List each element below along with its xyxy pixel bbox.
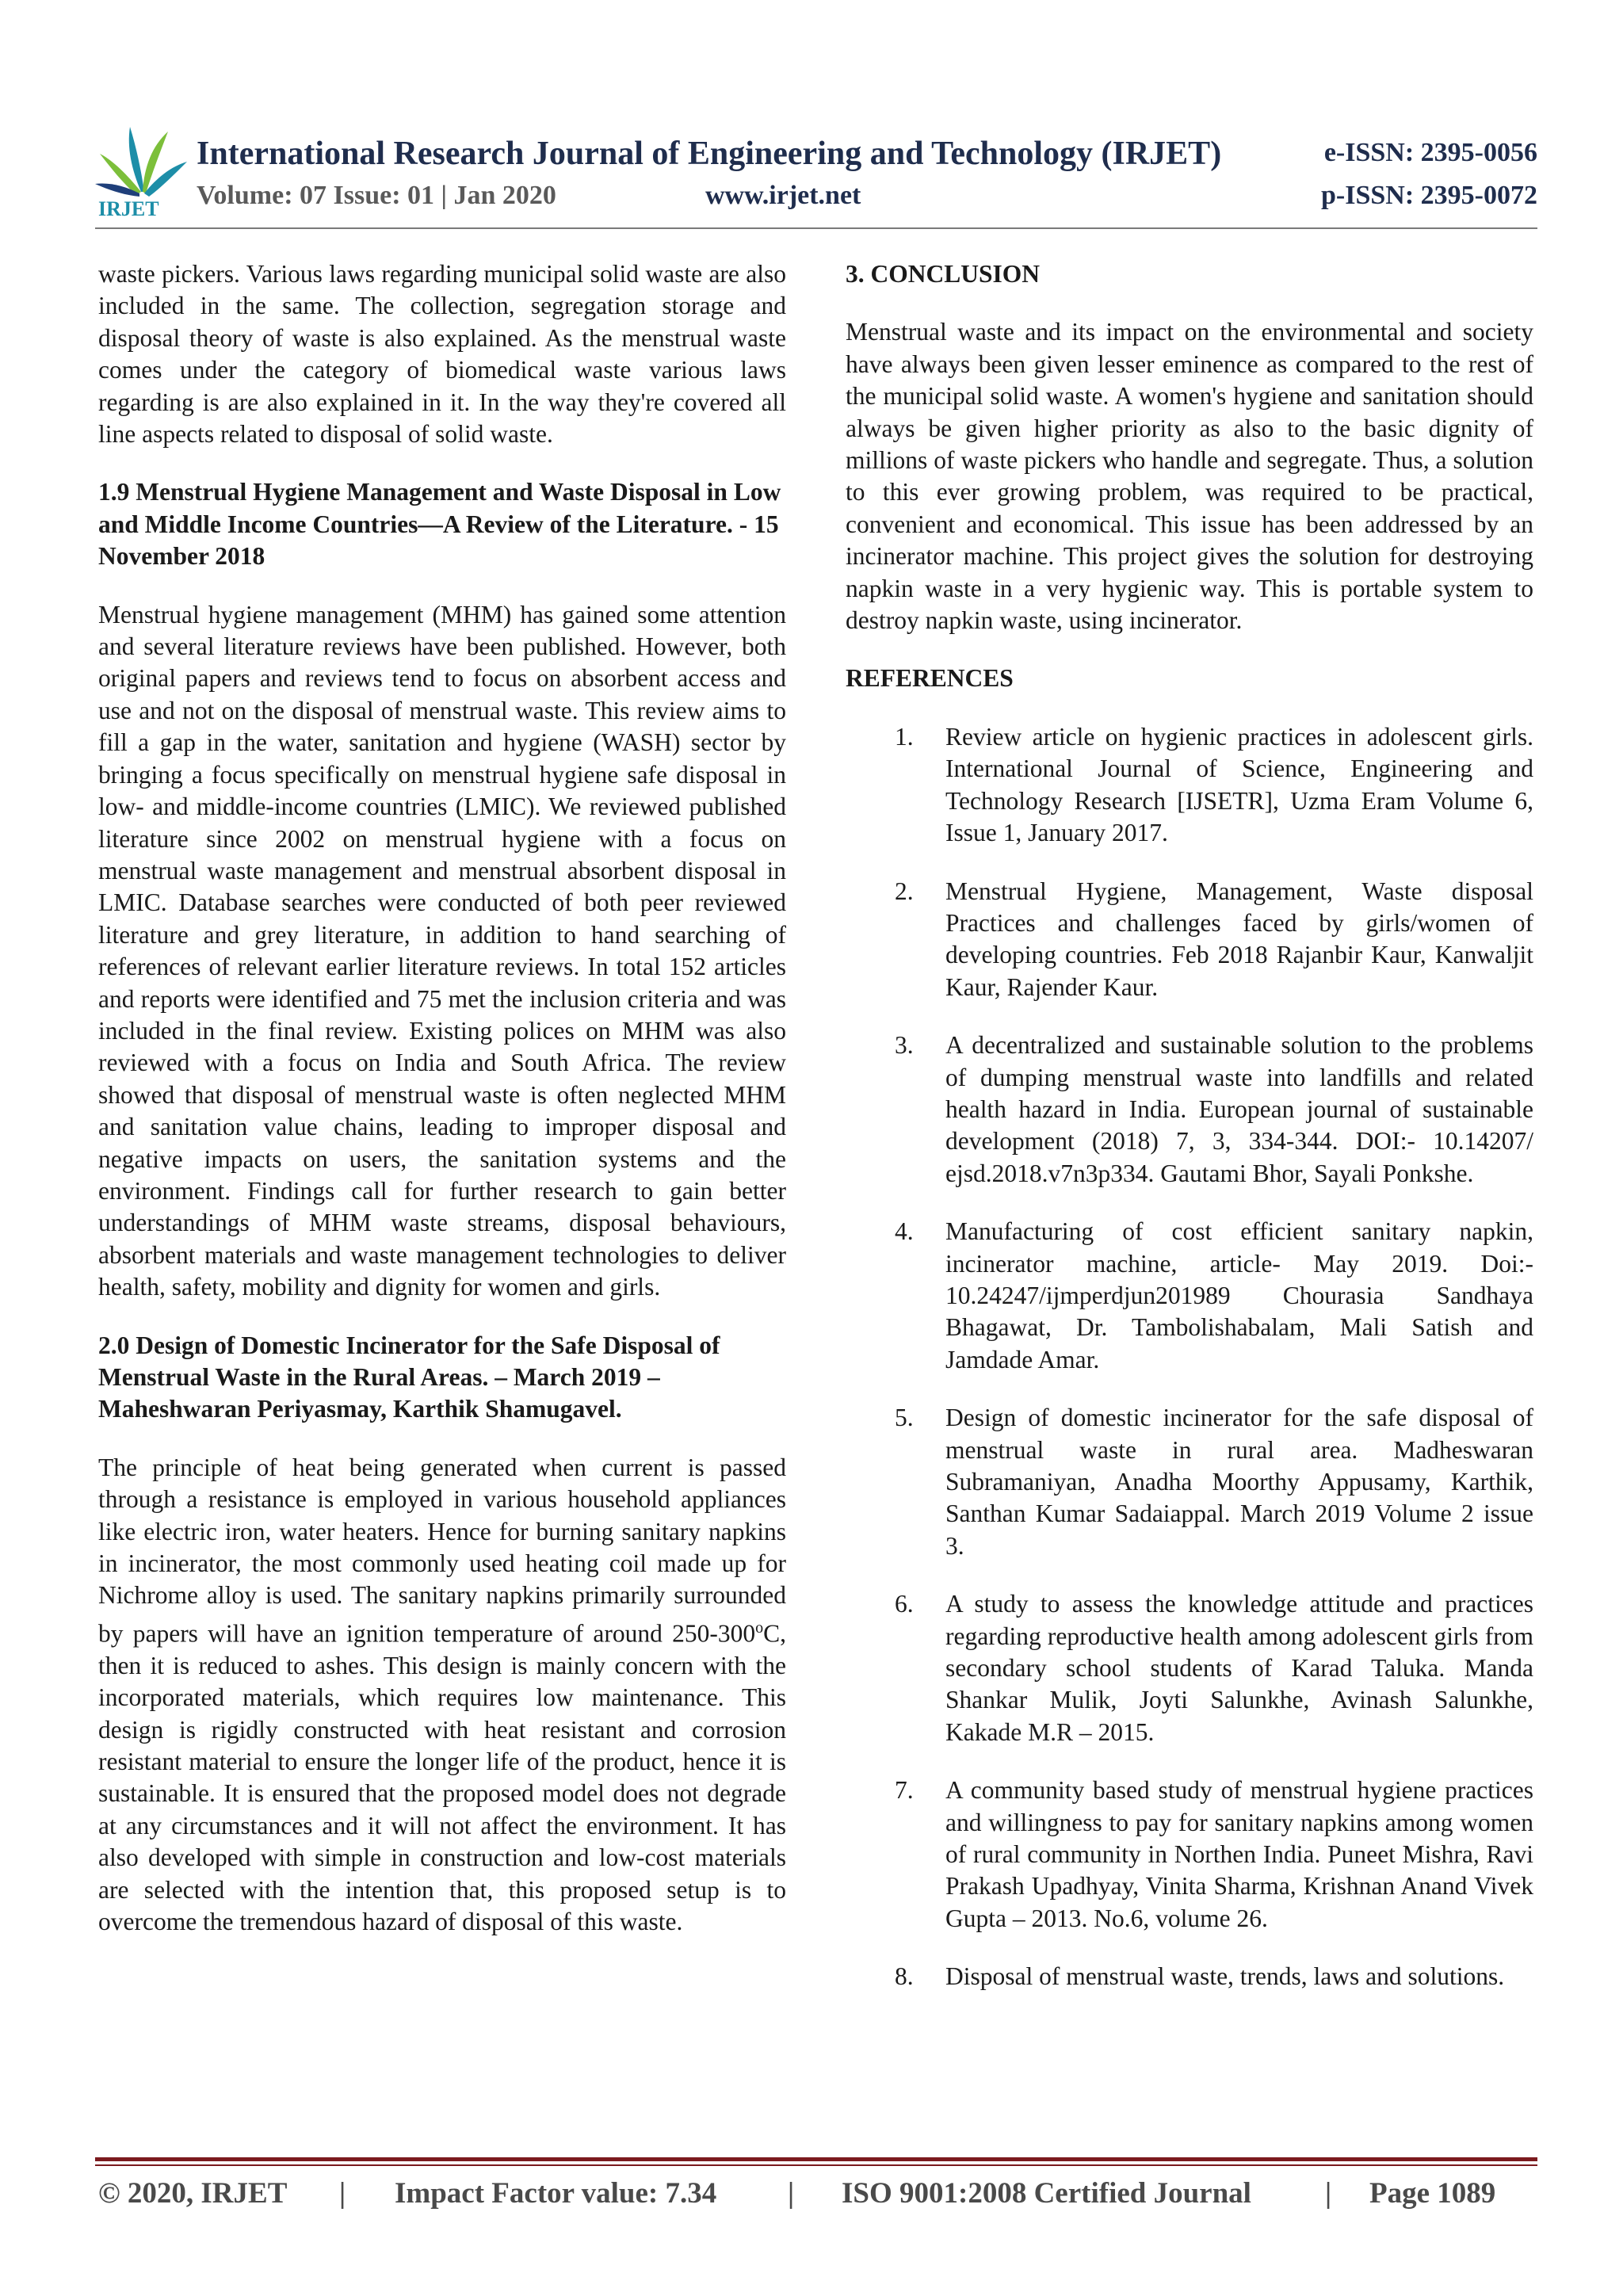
section-1-9-heading: 1.9 Menstrual Hygiene Management and Waste Disposal in Low and Middle Income Countries—A Review of the Literature. - 15 November 2018	[98, 478, 781, 571]
p-issn: p-ISSN: 2395-0072	[1321, 181, 1537, 210]
reference-item	[846, 1775, 1533, 1935]
reference-number: 1.	[895, 722, 914, 751]
right-column	[846, 258, 1533, 1993]
conclusion-heading: 3. CONCLUSION	[846, 260, 1041, 288]
footer-page-number: Page 1089	[1369, 2177, 1496, 2210]
reference-item	[846, 1216, 1533, 1376]
footer-separator: |	[1325, 2177, 1332, 2210]
footer-iso: ISO 9001:2008 Certified Journal	[842, 2177, 1251, 2210]
reference-text: Design of domestic incinerator for the safe disposal of menstrual waste in rural area. Madheswaran Subramaniyan, Anadha Moorthy Appusamy, Karthik, Santhan Kumar Sadaiappal. March 2019 Volume 2 issue 3.	[945, 1404, 1533, 1560]
journal-title: International Research Journal of Engineering and Technology (IRJET)	[197, 136, 1222, 172]
footer-divider	[95, 2157, 1537, 2161]
left-column	[98, 258, 786, 1938]
volume-issue: Volume: 07 Issue: 01 | Jan 2020	[197, 181, 556, 210]
journal-website-link[interactable]: www.irjet.net	[705, 181, 861, 210]
footer-copyright: © 2020, IRJET	[98, 2177, 288, 2210]
reference-number: 6.	[895, 1590, 914, 1618]
reference-item	[846, 1961, 1533, 1992]
conclusion-body: Menstrual waste and its impact on the environmental and society have always been given lesser eminence as compared to the rest of the municipal solid waste. A women's hygiene and sanitation should always be given higher priority as also to the basic dignity of millions of waste pickers who handle and segregate. Thus, a solution to this ever growing problem, was required to be practical, convenient and economical. This issue has been addressed by an incinerator machine. This project gives the solution for destroying napkin waste in a very hygienic way. This is portable system to destroy napkin waste, using incinerator.	[846, 318, 1533, 635]
section-2-0-body-part-a: The principle of heat being generated when current is passed through a resistance is employed in various household appliances like electric iron, water heaters. Hence for burning sanitary napkins in incinerator, the most commonly used heating coil made up for Nichrome alloy is used. The sanitary napkins primarily surrounded by papers will have an ignition temperature of around 250-300	[98, 1453, 786, 1648]
header-divider	[95, 227, 1537, 229]
footer-separator: |	[788, 2177, 795, 2210]
irjet-logo-icon	[95, 119, 189, 218]
reference-item	[846, 1402, 1533, 1562]
reference-number: 4.	[895, 1217, 914, 1246]
reference-number: 7.	[895, 1776, 914, 1805]
reference-item	[846, 721, 1533, 850]
intro-paragraph: waste pickers. Various laws regarding municipal solid waste are also included in the same. The collection, segregation storage and disposal theory of waste is also explained. As the menstrual waste comes under the category of biomedical waste various laws regarding is are also explained in it. In the way they're covered all line aspects related to disposal of solid waste.	[98, 260, 786, 449]
reference-text: Disposal of menstrual waste, trends, laws and solutions.	[945, 1962, 1505, 1991]
reference-number: 2.	[895, 877, 914, 905]
reference-text: A decentralized and sustainable solution to the problems of dumping menstrual waste into landfills and related health hazard in India. European journal of sustainable development (2018) 7, 3, 334-344. DOI:- 10.14207/ ejsd.2018.v7n3p334. Gautami Bhor, Sayali Ponkshe.	[945, 1031, 1533, 1187]
reference-number: 5.	[895, 1404, 914, 1432]
reference-text: Manufacturing of cost efficient sanitary napkin, incinerator machine, article- May 2019. Doi:- 10.24247/ijmperdjun201989 Chourasia Sandhaya Bhagawat, Dr. Tambolishabalam, Mali Satish and Jamdade Amar.	[945, 1217, 1533, 1373]
reference-text: Review article on hygienic practices in adolescent girls. International Journal of Science, Engineering and Technology Research [IJSETR], Uzma Eram Volume 6, Issue 1, January 2017.	[945, 722, 1533, 847]
reference-item	[846, 1588, 1533, 1748]
reference-text: A study to assess the knowledge attitude and practices regarding reproductive health among adolescent girls from secondary school students of Karad Taluka. Manda Shankar Mulik, Joyti Salunkhe, Avinash Salunkhe, Kakade M.R – 2015.	[945, 1590, 1533, 1746]
e-issn: e-ISSN: 2395-0056	[1323, 138, 1537, 167]
reference-text: Menstrual Hygiene, Management, Waste disposal Practices and challenges faced by girls/women of developing countries. Feb 2018 Rajanbir Kaur, Kanwaljit Kaur, Rajender Kaur.	[945, 877, 1533, 1001]
section-2-0-heading: 2.0 Design of Domestic Incinerator for the Safe Disposal of Menstrual Waste in the Rural Areas. – March 2019 – Maheshwaran Periyasmay, Karthik Shamugavel.	[98, 1331, 720, 1423]
reference-number: 8.	[895, 1962, 914, 1991]
degree-superscript: o	[755, 1618, 764, 1637]
reference-item	[846, 1030, 1533, 1190]
footer-separator: |	[339, 2177, 346, 2210]
reference-item	[846, 876, 1533, 1004]
reference-text: A community based study of menstrual hygiene practices and willingness to pay for sanitary napkins among women of rural community in Northen India. Puneet Mishra, Ravi Prakash Upadhyay, Vinita Sharma, Krishnan Anand Vivek Gupta – 2013. No.6, volume 26.	[945, 1776, 1533, 1932]
footer-impact-factor: Impact Factor value: 7.34	[395, 2177, 717, 2210]
references-heading: REFERENCES	[846, 664, 1014, 693]
section-1-9-body: Menstrual hygiene management (MHM) has gained some attention and several literature reviews have been published. However, both original papers and reviews tend to focus on absorbent access and use and not on the disposal of menstrual waste. This review aims to fill a gap in the water, sanitation and hygiene (WASH) sector by bringing a focus specifically on menstrual hygiene safe disposal in low- and middle-income countries (LMIC). We reviewed published literature since 2002 on menstrual hygiene with a focus on menstrual waste management and menstrual absorbent disposal in LMIC. Database searches were conducted of both peer reviewed literature and grey literature, in addition to hand searching of references of relevant earlier literature reviews. In total 152 articles and reports were identified and 75 met the inclusion criteria and was included in the final review. Existing polices on MHM was also reviewed with a focus on India and South Africa. The review showed that disposal of menstrual waste is often neglected MHM and sanitation value chains, leading to improper disposal and negative impacts on users, the sanitation systems and the environment. Findings call for further research to gain better understandings of MHM waste streams, disposal behaviours, absorbent materials and waste management technologies to deliver health, safety, mobility and dignity for women and girls.	[98, 600, 786, 1301]
references-list	[846, 721, 1533, 1993]
footer-divider-thin	[95, 2164, 1537, 2166]
section-2-0-body	[98, 1452, 786, 1939]
journal-header	[95, 111, 1537, 230]
section-2-0-body-part-b: C, then it is reduced to ashes. This design is mainly concern with the incorporated materials, which requires low maintenance. This design is rigidly constructed with heat resistant and corrosion resistant material to ensure the longer life of the product, hence it is sustainable. It is ensured that the proposed model does not degrade at any circumstances and it will not affect the environment. It has also developed with simple in construction and low-cost materials are selected with the intention that, this proposed setup is to overcome the tremendous hazard of disposal of this waste.	[98, 1619, 786, 1935]
svg-text:IRJET: IRJET	[98, 197, 159, 218]
reference-number: 3.	[895, 1031, 914, 1060]
